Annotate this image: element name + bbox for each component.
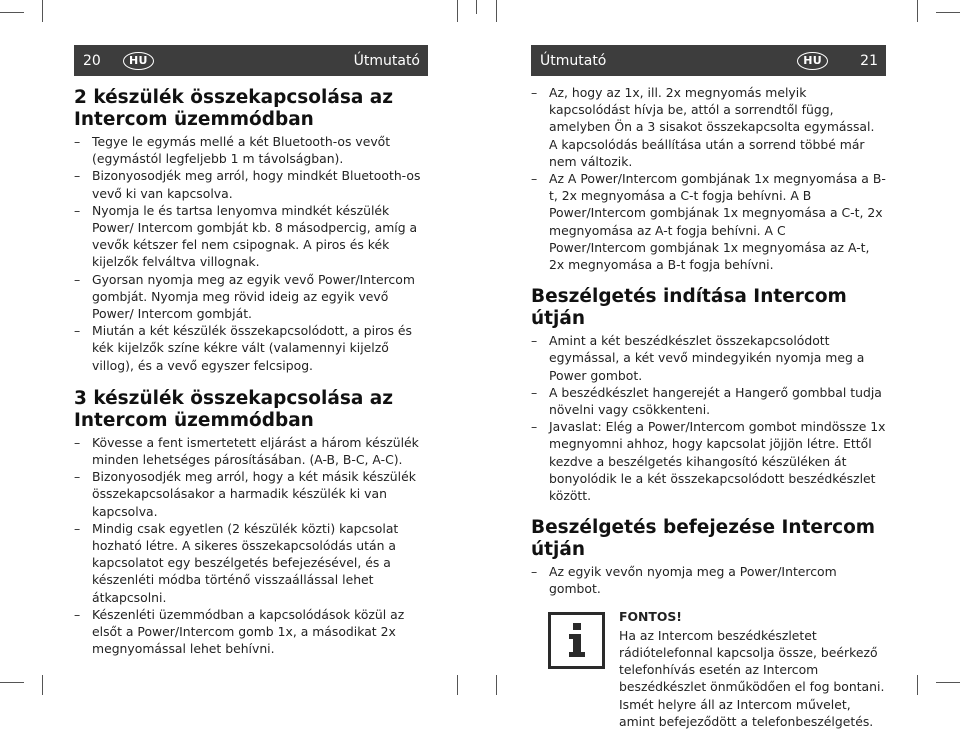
crop-mark xyxy=(936,12,960,13)
list-item: – A beszédkészlet hangerejét a Hangerő gombbal tudja növelni vagy csökkenteni. xyxy=(531,384,886,418)
list-item: – Az A Power/Intercom gombjának 1x megnyomása a B-t, 2x megnyomása a C-t fogja behívni. A B Power/Intercom gombjának 1x megnyomása a C-t, 2x megnyomása az A-t fogja behívni. A C Power/Intercom gombjának 1x megnyomása az A-t, 2x megnyomása a B-t fogja behívni. xyxy=(531,170,886,273)
left-page-content xyxy=(74,87,428,657)
list-item: – Javaslat: Elég a Power/Intercom gombot mindössze 1x megnyomni ahhoz, hogy kapcsolat jöjjön létre. Ettől kezdve a beszélgetés kihangosító készüléken át bonyolódik le a két összekapcsolódott beszédkészlet között. xyxy=(531,418,886,504)
crop-mark xyxy=(457,0,458,22)
page-number: 21 xyxy=(860,52,878,69)
crop-mark xyxy=(476,0,477,14)
list-item: – Készenléti üzemmódban a kapcsolódások közül az elsőt a Power/Intercom gomb 1x, a másodikat 2x megnyomással lehet behívni. xyxy=(74,606,428,658)
page-number: 20 xyxy=(83,52,101,69)
section-heading: 3 készülék összekapcsolása az Intercom üzemmódban xyxy=(74,387,394,431)
crop-mark xyxy=(42,0,43,22)
crop-mark xyxy=(496,675,497,695)
right-page-content xyxy=(531,84,886,730)
list-item: – Nyomja le és tartsa lenyomva mindkét készülék Power/ Intercom gombját kb. 8 másodpercig, amíg a vevők kétszer fel nem csipognak. A piros és kék kijelzők felváltva villognak. xyxy=(74,202,428,271)
list-item: – Bizonyosodjék meg arról, hogy a két másik készülék összekapcsolásakor a harmadik készülék ki van kapcsolva. xyxy=(74,468,428,520)
list-item: – Kövesse a fent ismertetett eljárást a három készülék minden lehetséges párosításában. (A-B, B-C, A-C). xyxy=(74,434,428,468)
info-note xyxy=(531,608,886,730)
info-note-body xyxy=(619,608,886,730)
crop-mark xyxy=(917,675,918,695)
instruction-list xyxy=(74,434,428,658)
crop-mark xyxy=(936,682,960,683)
section-heading: Beszélgetés befejezése Intercom útján xyxy=(531,517,876,561)
list-item: – Mindig csak egyetlen (2 készülék közti) kapcsolat hozható létre. A sikeres összekapcsolódás után a kapcsolatot egy beszélgetés befejezésével, és a készenléti módba történő visszaállással lehet átkapcsolni. xyxy=(74,520,428,606)
instruction-list xyxy=(531,332,886,504)
language-badge: HU xyxy=(123,52,154,70)
info-note-title: FONTOS! xyxy=(619,608,682,624)
instruction-list xyxy=(531,84,886,273)
list-item: – Tegye le egymás mellé a két Bluetooth-os vevőt (egymástól legfeljebb 1 m távolságban). xyxy=(74,133,428,167)
list-item: – Az egyik vevőn nyomja meg a Power/Intercom gombot. xyxy=(531,563,886,597)
instruction-list xyxy=(531,563,886,597)
section-heading: Beszélgetés indítása Intercom útján xyxy=(531,286,847,330)
crop-mark xyxy=(0,682,24,683)
instruction-list xyxy=(74,133,428,374)
info-icon xyxy=(548,612,605,669)
header-title: Útmutató xyxy=(353,52,420,69)
right-page-header xyxy=(531,45,886,76)
list-item: – Az, hogy az 1x, ill. 2x megnyomás melyik kapcsolódást hívja be, attól a sorrendtől függ, amelyben Ön a 3 sisakot összekapcsolta egymással. A kapcsolódás beállítása után a sorrend többé már nem változik. xyxy=(531,84,886,170)
crop-mark xyxy=(42,675,43,695)
list-item: – Gyorsan nyomja meg az egyik vevő Power/Intercom gombját. Nyomja meg rövid ideig az egyik vevő Power/ Intercom gombját. xyxy=(74,271,428,323)
crop-mark xyxy=(457,675,458,695)
list-item: – Bizonyosodjék meg arról, hogy mindkét Bluetooth-os vevő ki van kapcsolva. xyxy=(74,167,428,201)
list-item: – Amint a két beszédkészlet összekapcsolódott egymással, a két vevő mindegyikén nyomja meg a Power gombot. xyxy=(531,332,886,384)
crop-mark xyxy=(0,12,24,13)
left-page-header xyxy=(74,45,428,76)
crop-mark xyxy=(496,0,497,22)
language-badge: HU xyxy=(797,52,828,70)
crop-mark xyxy=(917,0,918,22)
info-note-text: Ha az Intercom beszédkészletet rádiótelefonnal kapcsolja össze, beérkező telefonhívás esetén az Intercom beszédkészlet önműködően el fog bontani. Ismét helyre áll az Intercom művelet, amint befejeződött a telefonbeszélgetés. xyxy=(619,627,885,729)
header-title: Útmutató xyxy=(540,52,607,69)
list-item: – Miután a két készülék összekapcsolódott, a piros és kék kijelzők színe kékre vált (valamennyi kijelző villog), és a vevő egyszer felcsipog. xyxy=(74,322,428,374)
section-heading: 2 készülék összekapcsolása az Intercom üzemmódban xyxy=(74,87,394,130)
